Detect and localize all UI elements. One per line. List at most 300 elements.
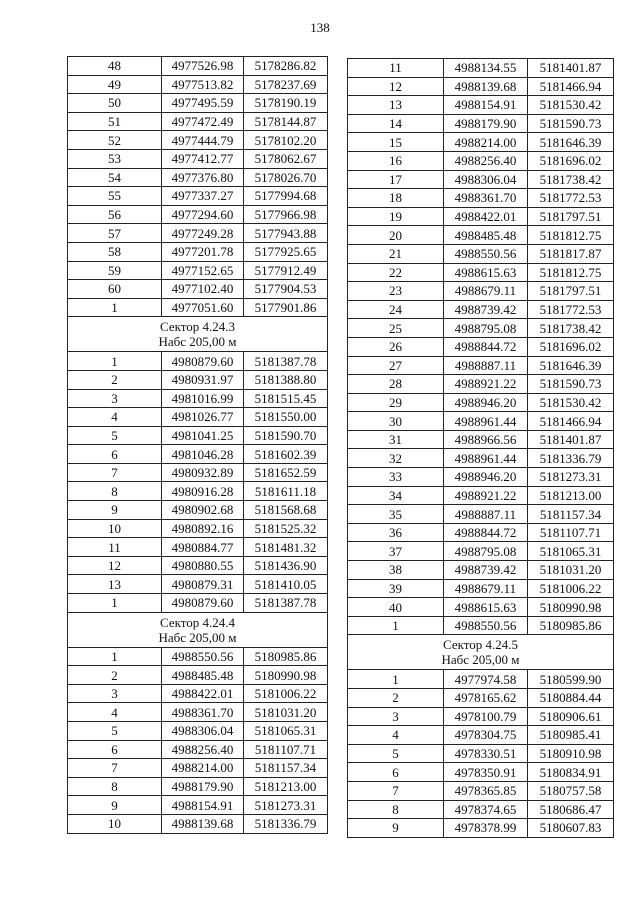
table-row [348, 598, 614, 617]
table-row [68, 168, 328, 187]
table-row [348, 263, 614, 282]
table-row [348, 244, 614, 263]
coordinate-x: 4988961.44 [444, 412, 528, 431]
coordinates-table-left [67, 56, 328, 834]
table-row [348, 300, 614, 319]
coordinate-y: 5177966.98 [244, 205, 328, 224]
table-row [68, 519, 328, 538]
point-number: 51 [68, 112, 162, 131]
coordinate-x: 4978378.99 [444, 819, 528, 838]
coordinate-x: 4977294.60 [162, 205, 244, 224]
point-number: 12 [68, 556, 162, 575]
coordinate-x: 4977974.58 [444, 670, 528, 689]
table-row [348, 763, 614, 782]
point-number: 38 [348, 561, 444, 580]
table-row [348, 689, 614, 708]
sector-header-row [68, 317, 328, 352]
point-number: 58 [68, 242, 162, 261]
table-row [348, 523, 614, 542]
coordinate-x: 4988679.11 [444, 282, 528, 301]
point-number: 2 [68, 370, 162, 389]
table-row [348, 170, 614, 189]
coordinate-x: 4988921.22 [444, 486, 528, 505]
coordinate-y: 5180985.86 [528, 616, 614, 635]
coordinate-y: 5181646.39 [528, 133, 614, 152]
table-row [68, 740, 328, 759]
coordinate-x: 4977201.78 [162, 242, 244, 261]
point-number: 11 [68, 538, 162, 557]
table-row [348, 819, 614, 838]
coordinate-y: 5181388.80 [244, 370, 328, 389]
sector-elevation: Набс 205,00 м [158, 629, 237, 645]
table-row [348, 59, 614, 78]
coordinate-y: 5181696.02 [528, 337, 614, 356]
point-number: 17 [348, 170, 444, 189]
coordinate-x: 4988615.63 [444, 263, 528, 282]
table-row [68, 666, 328, 685]
coordinate-y: 5178102.20 [244, 131, 328, 150]
coordinate-x: 4988154.91 [162, 796, 244, 815]
coordinate-y: 5177901.86 [244, 298, 328, 317]
coordinate-x: 4977526.98 [162, 57, 244, 76]
coordinate-y: 5181772.53 [528, 189, 614, 208]
point-number: 35 [348, 505, 444, 524]
table-row [68, 684, 328, 703]
coordinate-x: 4980879.60 [162, 594, 244, 613]
coordinate-x: 4980902.68 [162, 501, 244, 520]
coordinate-x: 4988256.40 [162, 740, 244, 759]
point-number: 53 [68, 149, 162, 168]
point-number: 10 [68, 519, 162, 538]
sector-header [68, 317, 328, 352]
coordinate-x: 4981046.28 [162, 445, 244, 464]
table-row [348, 96, 614, 115]
coordinate-y: 5180910.98 [528, 744, 614, 763]
point-number: 18 [348, 189, 444, 208]
table-row [68, 370, 328, 389]
sector-header [68, 612, 328, 647]
coordinate-x: 4981016.99 [162, 389, 244, 408]
table-row [348, 468, 614, 487]
table-row [348, 707, 614, 726]
coordinate-y: 5181466.94 [528, 412, 614, 431]
coordinate-x: 4988214.00 [444, 133, 528, 152]
page-number: 138 [310, 20, 330, 35]
point-number: 11 [348, 59, 444, 78]
coordinate-y: 5178286.82 [244, 57, 328, 76]
coordinate-x: 4978365.85 [444, 781, 528, 800]
table-row [68, 75, 328, 94]
point-number: 7 [348, 781, 444, 800]
point-number: 1 [68, 298, 162, 317]
coordinate-x: 4978374.65 [444, 800, 528, 819]
coordinate-x: 4988615.63 [444, 598, 528, 617]
coordinate-x: 4977249.28 [162, 224, 244, 243]
point-number: 26 [348, 337, 444, 356]
point-number: 10 [68, 814, 162, 833]
coordinate-x: 4988256.40 [444, 151, 528, 170]
table-row [68, 722, 328, 741]
coordinate-y: 5180985.86 [244, 647, 328, 666]
point-number: 39 [348, 579, 444, 598]
coordinate-x: 4977376.80 [162, 168, 244, 187]
coordinate-x: 4988422.01 [162, 684, 244, 703]
table-row [68, 94, 328, 113]
table-row [68, 777, 328, 796]
table-row [348, 337, 614, 356]
point-number: 6 [68, 740, 162, 759]
coordinates-table-right [347, 58, 614, 838]
coordinate-y: 5181481.32 [244, 538, 328, 557]
coordinate-x: 4980884.77 [162, 538, 244, 557]
coordinate-y: 5181157.34 [244, 759, 328, 778]
point-number: 50 [68, 94, 162, 113]
table-row [68, 796, 328, 815]
coordinate-y: 5180990.98 [244, 666, 328, 685]
coordinate-y: 5181336.79 [528, 449, 614, 468]
coordinate-x: 4988306.04 [444, 170, 528, 189]
table-row [348, 430, 614, 449]
point-number: 13 [68, 575, 162, 594]
point-number: 8 [68, 777, 162, 796]
coordinate-y: 5178062.67 [244, 149, 328, 168]
coordinate-y: 5181568.68 [244, 501, 328, 520]
sector-elevation: Набс 205,00 м [158, 334, 237, 350]
table-row [348, 744, 614, 763]
coordinate-y: 5181065.31 [528, 542, 614, 561]
point-number: 33 [348, 468, 444, 487]
table-row [348, 189, 614, 208]
coordinate-y: 5181550.00 [244, 408, 328, 427]
coordinate-y: 5177912.49 [244, 261, 328, 280]
table-row [68, 131, 328, 150]
coordinate-y: 5181738.42 [528, 170, 614, 189]
table-row [68, 482, 328, 501]
point-number: 56 [68, 205, 162, 224]
point-number: 49 [68, 75, 162, 94]
coordinate-y: 5181515.45 [244, 389, 328, 408]
point-number: 12 [348, 77, 444, 96]
coordinate-y: 5181797.51 [528, 282, 614, 301]
point-number: 4 [68, 703, 162, 722]
coordinate-x: 4988887.11 [444, 505, 528, 524]
coordinate-y: 5181410.05 [244, 575, 328, 594]
table-row [348, 616, 614, 635]
coordinate-x: 4980879.60 [162, 352, 244, 371]
coordinate-x: 4988134.55 [444, 59, 528, 78]
coordinate-x: 4980892.16 [162, 519, 244, 538]
coordinate-x: 4988946.20 [444, 468, 528, 487]
table-row [348, 133, 614, 152]
point-number: 59 [68, 261, 162, 280]
point-number: 52 [68, 131, 162, 150]
table-row [348, 670, 614, 689]
coordinate-y: 5181006.22 [528, 579, 614, 598]
point-number: 19 [348, 207, 444, 226]
table-row [68, 261, 328, 280]
coordinate-y: 5181401.87 [528, 430, 614, 449]
coordinate-x: 4988485.48 [444, 226, 528, 245]
table-row [68, 814, 328, 833]
table-row [348, 375, 614, 394]
coordinate-x: 4988795.08 [444, 542, 528, 561]
table-row [348, 726, 614, 745]
point-number: 1 [68, 352, 162, 371]
sector-title: Сектор 4.24.5 [442, 637, 518, 653]
coordinate-y: 5181590.73 [528, 114, 614, 133]
point-number: 57 [68, 224, 162, 243]
coordinate-y: 5181466.94 [528, 77, 614, 96]
point-number: 25 [348, 319, 444, 338]
table-row [68, 556, 328, 575]
coordinate-y: 5181817.87 [528, 244, 614, 263]
coordinate-y: 5180906.61 [528, 707, 614, 726]
table-row [68, 389, 328, 408]
point-number: 1 [348, 616, 444, 635]
coordinate-y: 5180686.47 [528, 800, 614, 819]
point-number: 23 [348, 282, 444, 301]
coordinate-y: 5181590.73 [528, 375, 614, 394]
coordinate-x: 4977513.82 [162, 75, 244, 94]
table-row [68, 408, 328, 427]
coordinate-x: 4981026.77 [162, 408, 244, 427]
sector-title: Сектор 4.24.3 [159, 319, 235, 335]
coordinate-x: 4988361.70 [162, 703, 244, 722]
point-number: 20 [348, 226, 444, 245]
table-row [68, 759, 328, 778]
coordinate-x: 4978304.75 [444, 726, 528, 745]
point-number: 1 [68, 647, 162, 666]
point-number: 31 [348, 430, 444, 449]
point-number: 48 [68, 57, 162, 76]
sector-header-row [348, 635, 614, 670]
coordinate-y: 5181602.39 [244, 445, 328, 464]
point-number: 22 [348, 263, 444, 282]
coordinate-y: 5180757.58 [528, 781, 614, 800]
table-row [68, 463, 328, 482]
table-row [348, 151, 614, 170]
point-number: 16 [348, 151, 444, 170]
coordinate-y: 5180607.83 [528, 819, 614, 838]
point-number: 9 [68, 796, 162, 815]
table-row [68, 242, 328, 261]
coordinate-x: 4988179.90 [162, 777, 244, 796]
point-number: 2 [348, 689, 444, 708]
table-row [68, 538, 328, 557]
coordinate-x: 4978165.62 [444, 689, 528, 708]
point-number: 34 [348, 486, 444, 505]
coordinate-x: 4988485.48 [162, 666, 244, 685]
coordinate-y: 5181696.02 [528, 151, 614, 170]
point-number: 40 [348, 598, 444, 617]
coordinate-y: 5181107.71 [244, 740, 328, 759]
coordinate-x: 4988739.42 [444, 300, 528, 319]
table-row [68, 57, 328, 76]
coordinate-y: 5181006.22 [244, 684, 328, 703]
coordinate-x: 4988550.56 [444, 244, 528, 263]
coordinate-y: 5181273.31 [244, 796, 328, 815]
coordinate-y: 5180985.41 [528, 726, 614, 745]
coordinate-y: 5177904.53 [244, 280, 328, 299]
coordinate-y: 5181401.87 [528, 59, 614, 78]
point-number: 9 [68, 501, 162, 520]
sector-header [348, 635, 614, 670]
table-row [68, 501, 328, 520]
coordinate-x: 4977337.27 [162, 187, 244, 206]
coordinate-y: 5181652.59 [244, 463, 328, 482]
coordinate-x: 4988921.22 [444, 375, 528, 394]
table-row [68, 594, 328, 613]
point-number: 13 [348, 96, 444, 115]
coordinate-x: 4988154.91 [444, 96, 528, 115]
coordinate-x: 4988795.08 [444, 319, 528, 338]
coordinate-y: 5177925.65 [244, 242, 328, 261]
coordinate-y: 5181387.78 [244, 352, 328, 371]
coordinate-x: 4988179.90 [444, 114, 528, 133]
coordinate-x: 4980932.89 [162, 463, 244, 482]
point-number: 54 [68, 168, 162, 187]
sector-header-row [68, 612, 328, 647]
coordinate-x: 4988422.01 [444, 207, 528, 226]
table-row [348, 781, 614, 800]
coordinate-x: 4988306.04 [162, 722, 244, 741]
coordinate-x: 4977102.40 [162, 280, 244, 299]
table-row [68, 352, 328, 371]
coordinate-x: 4977412.77 [162, 149, 244, 168]
table-row [68, 149, 328, 168]
table-row [348, 282, 614, 301]
point-number: 2 [68, 666, 162, 685]
coordinate-y: 5181530.42 [528, 96, 614, 115]
point-number: 28 [348, 375, 444, 394]
point-number: 5 [68, 722, 162, 741]
coordinate-y: 5177994.68 [244, 187, 328, 206]
coordinate-y: 5181387.78 [244, 594, 328, 613]
coordinate-x: 4988966.56 [444, 430, 528, 449]
coordinate-x: 4977152.65 [162, 261, 244, 280]
point-number: 5 [348, 744, 444, 763]
coordinate-y: 5181436.90 [244, 556, 328, 575]
coordinate-y: 5181031.20 [528, 561, 614, 580]
point-number: 21 [348, 244, 444, 263]
coordinate-x: 4988961.44 [444, 449, 528, 468]
point-number: 37 [348, 542, 444, 561]
coordinate-x: 4981041.25 [162, 426, 244, 445]
table-row [68, 280, 328, 299]
point-number: 7 [68, 463, 162, 482]
table-row [348, 319, 614, 338]
coordinate-y: 5181157.34 [528, 505, 614, 524]
point-number: 15 [348, 133, 444, 152]
coordinate-y: 5178190.19 [244, 94, 328, 113]
coordinate-y: 5181336.79 [244, 814, 328, 833]
coordinate-y: 5180599.90 [528, 670, 614, 689]
coordinate-y: 5180834.91 [528, 763, 614, 782]
table-row [348, 393, 614, 412]
point-number: 27 [348, 356, 444, 375]
coordinate-y: 5178144.87 [244, 112, 328, 131]
coordinate-x: 4988844.72 [444, 337, 528, 356]
table-row [348, 226, 614, 245]
coordinate-y: 5181738.42 [528, 319, 614, 338]
point-number: 8 [348, 800, 444, 819]
coordinate-x: 4988214.00 [162, 759, 244, 778]
table-body-left [68, 57, 328, 834]
coordinate-x: 4980931.97 [162, 370, 244, 389]
point-number: 1 [348, 670, 444, 689]
table-row [348, 356, 614, 375]
table-row [348, 579, 614, 598]
coordinate-x: 4988361.70 [444, 189, 528, 208]
coordinate-y: 5178026.70 [244, 168, 328, 187]
coordinate-y: 5181065.31 [244, 722, 328, 741]
table-row [348, 114, 614, 133]
table-row [348, 505, 614, 524]
point-number: 24 [348, 300, 444, 319]
coordinate-x: 4988739.42 [444, 561, 528, 580]
coordinate-x: 4978330.51 [444, 744, 528, 763]
point-number: 4 [68, 408, 162, 427]
table-row [348, 207, 614, 226]
table-row [68, 575, 328, 594]
coordinate-y: 5178237.69 [244, 75, 328, 94]
point-number: 29 [348, 393, 444, 412]
point-number: 1 [68, 594, 162, 613]
point-number: 14 [348, 114, 444, 133]
coordinate-x: 4980879.31 [162, 575, 244, 594]
table-row [68, 298, 328, 317]
table-row [348, 542, 614, 561]
table-row [348, 561, 614, 580]
coordinate-x: 4988550.56 [444, 616, 528, 635]
coordinate-y: 5181530.42 [528, 393, 614, 412]
point-number: 3 [68, 684, 162, 703]
point-number: 36 [348, 523, 444, 542]
point-number: 6 [68, 445, 162, 464]
table-row [68, 187, 328, 206]
sector-title: Сектор 4.24.4 [159, 614, 235, 630]
coordinate-y: 5181797.51 [528, 207, 614, 226]
table-body-right [348, 59, 614, 838]
coordinate-x: 4988139.68 [162, 814, 244, 833]
coordinate-x: 4978100.79 [444, 707, 528, 726]
coordinate-x: 4980880.55 [162, 556, 244, 575]
table-row [68, 224, 328, 243]
coordinate-x: 4988887.11 [444, 356, 528, 375]
coordinate-x: 4988946.20 [444, 393, 528, 412]
table-row [348, 486, 614, 505]
table-row [68, 703, 328, 722]
point-number: 32 [348, 449, 444, 468]
coordinate-y: 5181772.53 [528, 300, 614, 319]
point-number: 8 [68, 482, 162, 501]
coordinate-y: 5180884.44 [528, 689, 614, 708]
coordinate-y: 5181525.32 [244, 519, 328, 538]
coordinate-y: 5181646.39 [528, 356, 614, 375]
table-row [68, 205, 328, 224]
table-row [348, 77, 614, 96]
coordinate-x: 4977051.60 [162, 298, 244, 317]
coordinate-y: 5181590.70 [244, 426, 328, 445]
table-row [348, 449, 614, 468]
table-row [68, 112, 328, 131]
coordinate-x: 4978350.91 [444, 763, 528, 782]
point-number: 4 [348, 726, 444, 745]
point-number: 5 [68, 426, 162, 445]
coordinate-y: 5181812.75 [528, 226, 614, 245]
coordinate-y: 5181611.18 [244, 482, 328, 501]
coordinate-y: 5181812.75 [528, 263, 614, 282]
